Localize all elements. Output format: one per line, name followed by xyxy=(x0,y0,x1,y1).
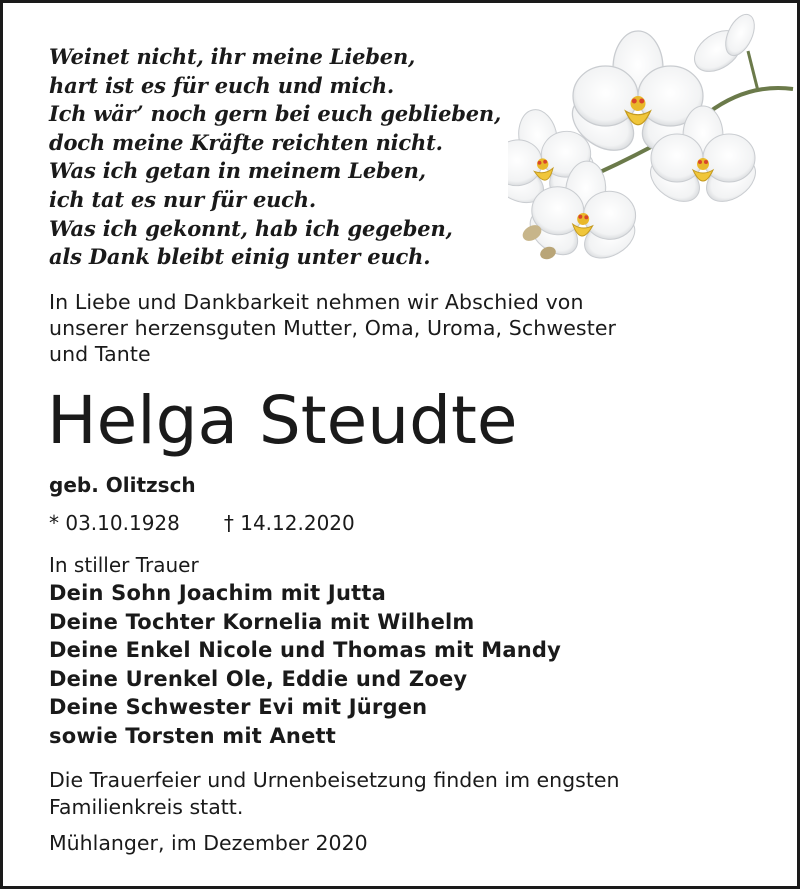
mourner: Deine Urenkel Ole, Eddie und Zoey xyxy=(49,666,468,691)
life-dates xyxy=(49,511,355,535)
intro-line: In Liebe und Dankbarkeit nehmen wir Abschied von xyxy=(49,290,584,314)
funeral-info-line: Die Trauerfeier und Urnenbeisetzung finden im engsten xyxy=(49,768,620,792)
poem-line: Ich wär’ noch gern bei euch geblieben, xyxy=(49,101,502,127)
poem-line: Weinet nicht, ihr meine Lieben, xyxy=(49,44,416,69)
deceased-name: Helga Steudte xyxy=(47,382,518,459)
mourner: Deine Enkel Nicole und Thomas mit Mandy xyxy=(49,638,562,662)
mourners-list xyxy=(49,579,561,750)
birth-date: * 03.10.1928 xyxy=(49,511,180,535)
mourning-label: In stiller Trauer xyxy=(49,553,199,577)
poem xyxy=(49,43,501,272)
mourner: Deine Tochter Kornelia mit Wilhelm xyxy=(49,609,475,634)
mourner: sowie Torsten mit Anett xyxy=(49,723,336,748)
intro-line: und Tante xyxy=(49,342,151,366)
poem-line: als Dank bleibt einig unter euch. xyxy=(49,244,431,270)
poem-line: Was ich getan in meinem Leben, xyxy=(49,158,426,184)
mourner: Dein Sohn Joachim mit Jutta xyxy=(49,581,386,605)
funeral-info xyxy=(49,767,620,821)
intro-line: unserer herzensguten Mutter, Oma, Uroma, Schwester xyxy=(49,316,617,340)
poem-line: ich tat es nur für euch. xyxy=(49,186,316,212)
poem-line: Was ich gekonnt, hab ich gegeben, xyxy=(49,215,453,241)
poem-line: hart ist es für euch und mich. xyxy=(49,72,395,98)
mourner: Deine Schwester Evi mit Jürgen xyxy=(49,695,428,719)
death-date: † 14.12.2020 xyxy=(223,511,355,535)
maiden-name: geb. Olitzsch xyxy=(49,473,196,497)
funeral-info-line: Familienkreis statt. xyxy=(49,795,244,819)
poem-line: doch meine Kräfte reichten nicht. xyxy=(49,129,443,155)
orchid-flower-illustration xyxy=(508,11,798,271)
intro-text xyxy=(49,289,749,367)
place-date: Mühlanger, im Dezember 2020 xyxy=(49,831,368,855)
